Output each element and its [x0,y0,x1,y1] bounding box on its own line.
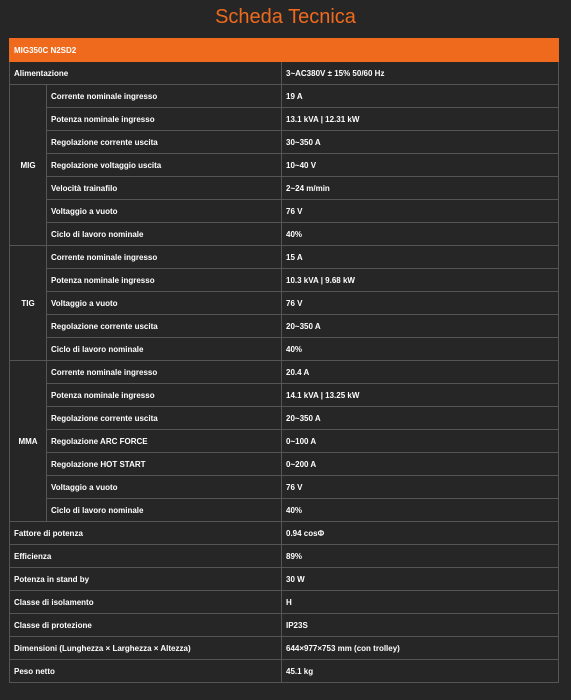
row-label: Corrente nominale ingresso [47,85,282,108]
spec-row-mma [10,499,559,522]
row-label: Regolazione corrente uscita [47,315,282,338]
row-label: Velocità trainafilo [47,177,282,200]
row-label: Regolazione ARC FORCE [47,430,282,453]
row-value: 3~AC380V ± 15% 50/60 Hz [282,62,559,85]
row-value: 20.4 A [282,361,559,384]
row-value: 10~40 V [282,154,559,177]
row-label: Regolazione corrente uscita [47,407,282,430]
row-value: 45.1 kg [282,660,559,683]
row-value: 20~350 A [282,407,559,430]
row-label: Efficienza [10,545,282,568]
row-label: Regolazione voltaggio uscita [47,154,282,177]
group-label-mma: MMA [10,361,47,522]
row-value: 40% [282,338,559,361]
spec-row-general [10,614,559,637]
spec-row-mig [10,85,559,108]
spec-table-container [9,38,558,683]
group-label-tig: TIG [10,246,47,361]
row-value: 13.1 kVA | 12.31 kW [282,108,559,131]
row-label: Peso netto [10,660,282,683]
spec-row-mma [10,361,559,384]
spec-row-mma [10,384,559,407]
row-label: Classe di isolamento [10,591,282,614]
spec-table [9,38,559,683]
row-value: 0~200 A [282,453,559,476]
row-value: 40% [282,223,559,246]
row-label: Potenza nominale ingresso [47,384,282,407]
spec-row-mig [10,177,559,200]
spec-row-general [10,545,559,568]
spec-row-mig [10,131,559,154]
group-label-mig: MIG [10,85,47,246]
spec-row-mig [10,223,559,246]
row-value: IP23S [282,614,559,637]
row-label: Corrente nominale ingresso [47,361,282,384]
row-label: Voltaggio a vuoto [47,200,282,223]
row-label: Corrente nominale ingresso [47,246,282,269]
row-value: 19 A [282,85,559,108]
model-header-row [10,39,559,62]
spec-row-tig [10,292,559,315]
spec-row-tig [10,338,559,361]
row-label: Fattore di potenza [10,522,282,545]
row-label: Regolazione HOT START [47,453,282,476]
spec-row-mma [10,453,559,476]
row-value: 30~350 A [282,131,559,154]
spec-table-body [10,39,559,683]
spec-row-tig [10,269,559,292]
row-label: Voltaggio a vuoto [47,292,282,315]
spec-row-tig [10,315,559,338]
page-title: Scheda Tecnica [215,6,356,28]
row-label: Ciclo di lavoro nominale [47,499,282,522]
row-label: Potenza nominale ingresso [47,108,282,131]
row-label: Potenza in stand by [10,568,282,591]
spec-row-tig [10,246,559,269]
row-value: 20~350 A [282,315,559,338]
row-label: Potenza nominale ingresso [47,269,282,292]
row-value: 76 V [282,476,559,499]
spec-row-mig [10,108,559,131]
row-label: Ciclo di lavoro nominale [47,338,282,361]
row-value: 0.94 cosΦ [282,522,559,545]
row-value: 0~100 A [282,430,559,453]
alimentazione-row [10,62,559,85]
spec-row-general [10,568,559,591]
row-label: Alimentazione [10,62,282,85]
row-label: Classe di protezione [10,614,282,637]
model-name: MIG350C N2SD2 [10,39,559,62]
spec-row-mma [10,430,559,453]
spec-row-mma [10,407,559,430]
row-label: Regolazione corrente uscita [47,131,282,154]
row-label: Voltaggio a vuoto [47,476,282,499]
row-value: 30 W [282,568,559,591]
spec-row-mig [10,200,559,223]
spec-row-general [10,591,559,614]
row-value: 89% [282,545,559,568]
row-value: 10.3 kVA | 9.68 kW [282,269,559,292]
spec-row-mma [10,476,559,499]
spec-row-general [10,660,559,683]
spec-row-general [10,522,559,545]
spec-row-general [10,637,559,660]
row-value: 40% [282,499,559,522]
row-value: 2~24 m/min [282,177,559,200]
row-value: 15 A [282,246,559,269]
row-value: 644×977×753 mm (con trolley) [282,637,559,660]
row-label: Ciclo di lavoro nominale [47,223,282,246]
row-value: 76 V [282,292,559,315]
row-label: Dimensioni (Lunghezza × Larghezza × Altezza) [10,637,282,660]
spec-row-mig [10,154,559,177]
row-value: 76 V [282,200,559,223]
row-value: 14.1 kVA | 13.25 kW [282,384,559,407]
row-value: H [282,591,559,614]
